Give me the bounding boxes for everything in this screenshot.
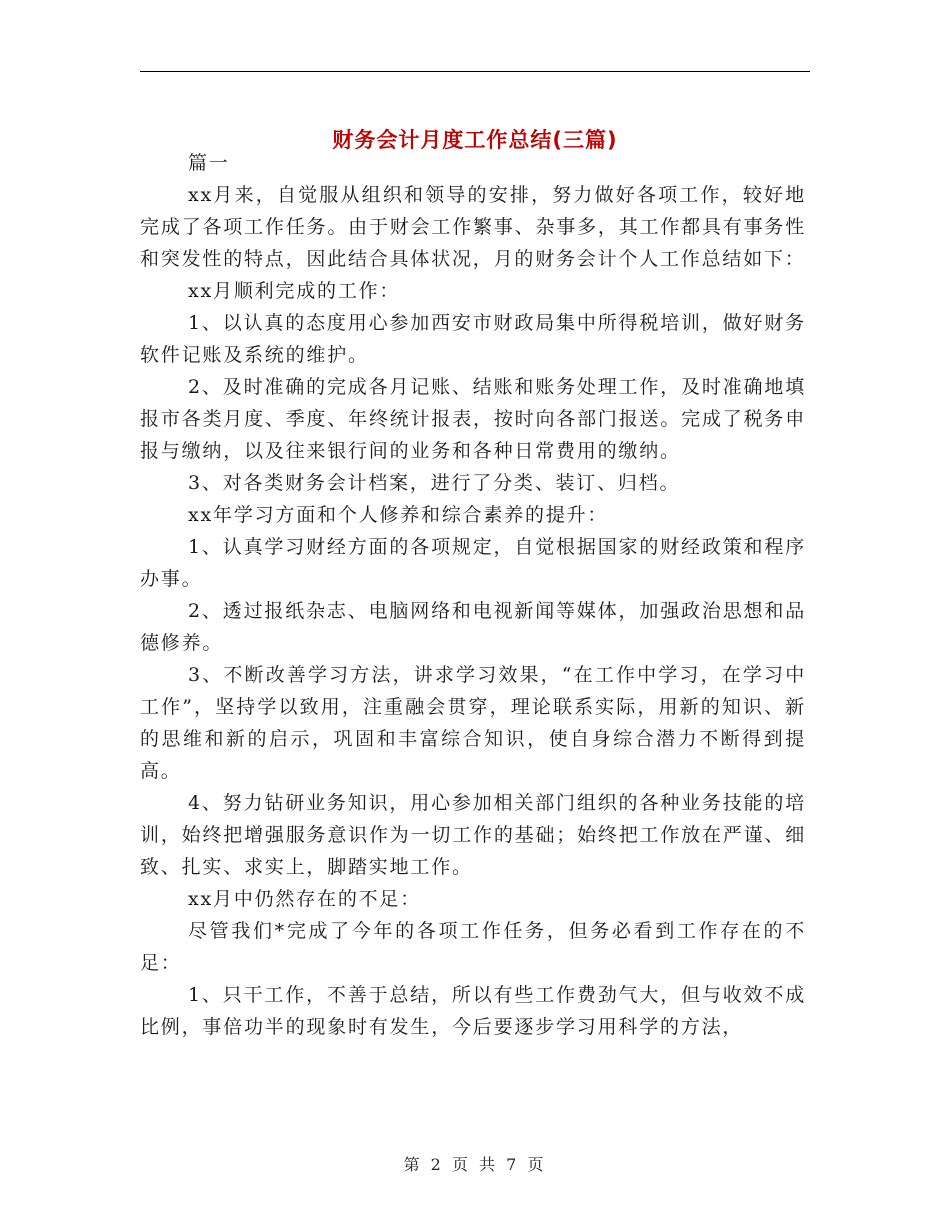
paragraph-section-heading: 篇一 [188, 152, 230, 174]
header-rule [140, 71, 810, 72]
document-body [140, 147, 806, 1043]
paragraph-completed-item-3: 3、对各类财务会计档案，进行了分类、装订、归档。 [188, 472, 681, 494]
document-title: 财务会计月度工作总结(三篇) [332, 128, 618, 153]
paragraph-study-heading: xx年学习方面和个人修养和综合素养的提升： [188, 504, 609, 526]
paragraph-completed-heading: xx月顺利完成的工作： [188, 280, 401, 302]
page-number: 第 2 页 共 7 页 [403, 1155, 547, 1174]
paragraph-study-item-1: 1、认真学习财经方面的各项规定，自觉根据国家的财经政策和程序办事。 [140, 536, 806, 590]
paragraph-shortcomings-intro: 尽管我们*完成了今年的各项工作任务，但务必看到工作存在的不足： [140, 920, 806, 974]
paragraph-completed-item-1: 1、以认真的态度用心参加西安市财政局集中所得税培训，做好财务软件记账及系统的维护。 [140, 312, 806, 366]
paragraph-study-item-2: 2、透过报纸杂志、电脑网络和电视新闻等媒体，加强政治思想和品德修养。 [140, 600, 806, 654]
paragraph-study-item-3: 3、不断改善学习方法，讲求学习效果，“在工作中学习，在学习中工作”，坚持学以致用，注重融会贯穿，理论联系实际，用新的知识、新的思维和新的启示，巩固和丰富综合知识，使自身综合潜力不断得到提高。 [140, 664, 806, 782]
paragraph-intro: xx月来，自觉服从组织和领导的安排，努力做好各项工作，较好地完成了各项工作任务。由于财会工作繁事、杂事多，其工作都具有事务性和突发性的特点，因此结合具体状况，月的财务会计个人工作总结如下： [140, 184, 806, 270]
paragraph-shortcomings-heading: xx月中仍然存在的不足： [188, 888, 422, 910]
paragraph-shortcomings-item-1: 1、只干工作，不善于总结，所以有些工作费劲气大，但与收效不成比例，事倍功半的现象时有发生，今后要逐步学习用科学的方法， [140, 984, 806, 1038]
paragraph-study-item-4: 4、努力钻研业务知识，用心参加相关部门组织的各种业务技能的培训，始终把增强服务意识作为一切工作的基础；始终把工作放在严谨、细致、扎实、求实上，脚踏实地工作。 [140, 792, 806, 878]
paragraph-completed-item-2: 2、及时准确的完成各月记账、结账和账务处理工作，及时准确地填报市各类月度、季度、年终统计报表，按时向各部门报送。完成了税务申报与缴纳，以及往来银行间的业务和各种日常费用的缴纳。 [140, 376, 806, 462]
